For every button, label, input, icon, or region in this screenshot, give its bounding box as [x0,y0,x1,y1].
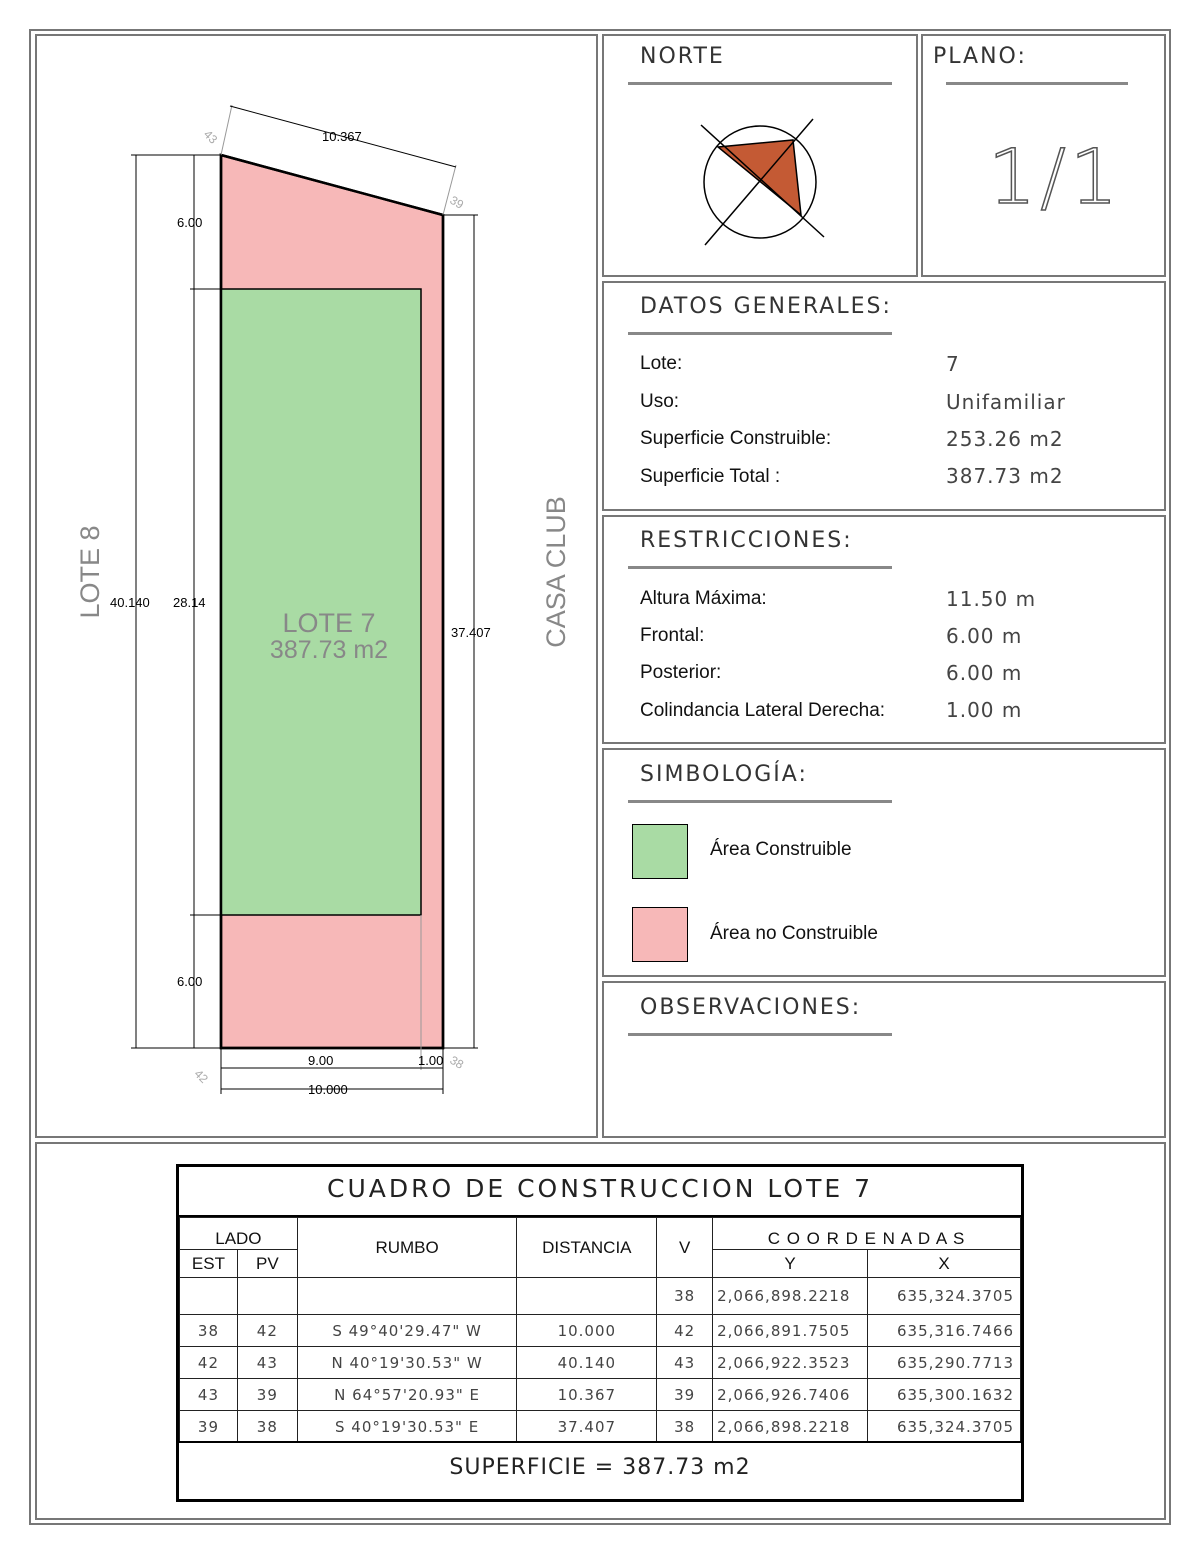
legend-label-non-buildable: Área no Construible [710,923,878,944]
dim-left-total: 40.140 [110,595,150,610]
cell-x: 635,324.3705 [868,1278,1021,1315]
cell-x: 635,290.7713 [868,1347,1021,1379]
cell-est: 42 [180,1347,238,1379]
cell-est: 43 [180,1379,238,1411]
dim-bottom-total: 10.000 [308,1082,348,1097]
cell-v: 38 [657,1278,713,1315]
cell-rumbo: S 49°40'29.47" W [297,1315,517,1347]
table-row [180,1278,1021,1315]
col-lado: LADO [180,1218,298,1250]
cell-pv: 38 [237,1411,297,1443]
dim-left-back: 6.00 [177,974,203,989]
cell-y: 2,066,898.2218 [713,1278,868,1315]
cuadro-table [179,1217,1021,1443]
table-row [180,1315,1021,1347]
restricciones-title: RESTRICCIONES: [640,528,853,553]
cell-est: 38 [180,1315,238,1347]
dim-left-build: 28.14 [173,595,206,610]
cell-v: 39 [657,1379,713,1411]
legend-swatch-non-buildable [632,907,688,962]
plano-title: PLANO: [933,44,1027,69]
norte-title: NORTE [640,44,725,69]
north-arrow-icon [695,115,830,250]
cell-rumbo [297,1278,517,1315]
col-y: Y [713,1250,868,1278]
table-row [180,1411,1021,1443]
legend-label-buildable: Área Construible [710,839,852,860]
cell-distancia [517,1278,657,1315]
simbologia-underline [628,800,892,803]
datos-label-lote: Lote: [640,353,683,374]
col-v: V [657,1218,713,1278]
dim-top: 10.367 [322,129,362,144]
legend-swatch-buildable [632,824,688,879]
dim-bottom-side: 1.00 [418,1053,444,1068]
lot-label: LOTE 7 [282,608,376,638]
col-rumbo: RUMBO [297,1218,517,1278]
datos-underline [628,332,892,335]
datos-value-uso: Unifamiliar [946,390,1066,414]
lot-area-label: 387.73 m2 [269,636,389,664]
cuadro-title: CUADRO DE CONSTRUCCION LOTE 7 [327,1174,873,1203]
cell-rumbo: S 40°19'30.53" E [297,1411,517,1443]
vertex-43: 43 [200,127,221,147]
cell-x: 635,300.1632 [868,1379,1021,1411]
restr-value-altura: 11.50 m [946,587,1037,611]
cell-distancia: 10.000 [517,1315,657,1347]
datos-value-lote: 7 [946,352,960,376]
restr-value-posterior: 6.00 m [946,661,1023,685]
cell-v: 42 [657,1315,713,1347]
cell-x: 635,324.3705 [868,1411,1021,1443]
cell-distancia: 37.407 [517,1411,657,1443]
cell-pv [237,1278,297,1315]
cell-v: 38 [657,1411,713,1443]
vertex-42: 42 [191,1066,211,1087]
cell-distancia: 40.140 [517,1347,657,1379]
cell-rumbo: N 64°57'20.93" E [297,1379,517,1411]
cell-pv: 43 [237,1347,297,1379]
cell-y: 2,066,922.3523 [713,1347,868,1379]
vertex-38: 38 [447,1052,467,1072]
restr-label-posterior: Posterior: [640,662,722,683]
restr-value-lateral: 1.00 m [946,698,1023,722]
superficie-total: SUPERFICIE = 387.73 m2 [449,1455,751,1480]
restr-label-lateral: Colindancia Lateral Derecha: [640,700,886,721]
col-distancia: DISTANCIA [517,1218,657,1278]
cell-x: 635,316.7466 [868,1315,1021,1347]
cell-est [180,1278,238,1315]
right-neighbor-label: CASA CLUB [541,496,571,648]
col-est: EST [180,1250,238,1278]
restr-label-frontal: Frontal: [640,625,705,646]
observaciones-title: OBSERVACIONES: [640,995,862,1020]
observaciones-underline [628,1033,892,1036]
cell-y: 2,066,898.2218 [713,1411,868,1443]
datos-value-sup-construible: 253.26 m2 [946,427,1064,451]
col-pv: PV [237,1250,297,1278]
table-row [180,1379,1021,1411]
cell-y: 2,066,926.7406 [713,1379,868,1411]
plano-underline [946,82,1128,85]
restr-value-frontal: 6.00 m [946,624,1023,648]
datos-label-uso: Uso: [640,391,680,412]
datos-label-sup-construible: Superficie Construible: [640,428,832,449]
dim-bottom-build: 9.00 [308,1053,334,1068]
cell-v: 43 [657,1347,713,1379]
cell-distancia: 10.367 [517,1379,657,1411]
norte-underline [628,82,892,85]
simbologia-title: SIMBOLOGÍA: [640,762,808,787]
table-row [180,1347,1021,1379]
superficie-line [179,1441,1021,1443]
lot-drawing [0,0,600,1140]
col-x: X [868,1250,1021,1278]
datos-title: DATOS GENERALES: [640,294,892,319]
cell-pv: 39 [237,1379,297,1411]
cell-y: 2,066,891.7505 [713,1315,868,1347]
cell-rumbo: N 40°19'30.53" W [297,1347,517,1379]
plano-value: 1/1 [987,132,1123,221]
dim-right: 37.407 [451,625,491,640]
cell-pv: 42 [237,1315,297,1347]
buildable-area [221,289,421,915]
vertex-39: 39 [447,192,467,212]
left-neighbor-label: LOTE 8 [75,525,105,619]
restricciones-underline [628,566,892,569]
col-coordenadas: C O O R D E N A D A S [713,1218,1021,1250]
datos-value-sup-total: 387.73 m2 [946,464,1064,488]
restr-label-altura: Altura Máxima: [640,588,767,609]
datos-label-sup-total: Superficie Total : [640,466,781,487]
cell-est: 39 [180,1411,238,1443]
dim-left-front: 6.00 [177,215,203,230]
